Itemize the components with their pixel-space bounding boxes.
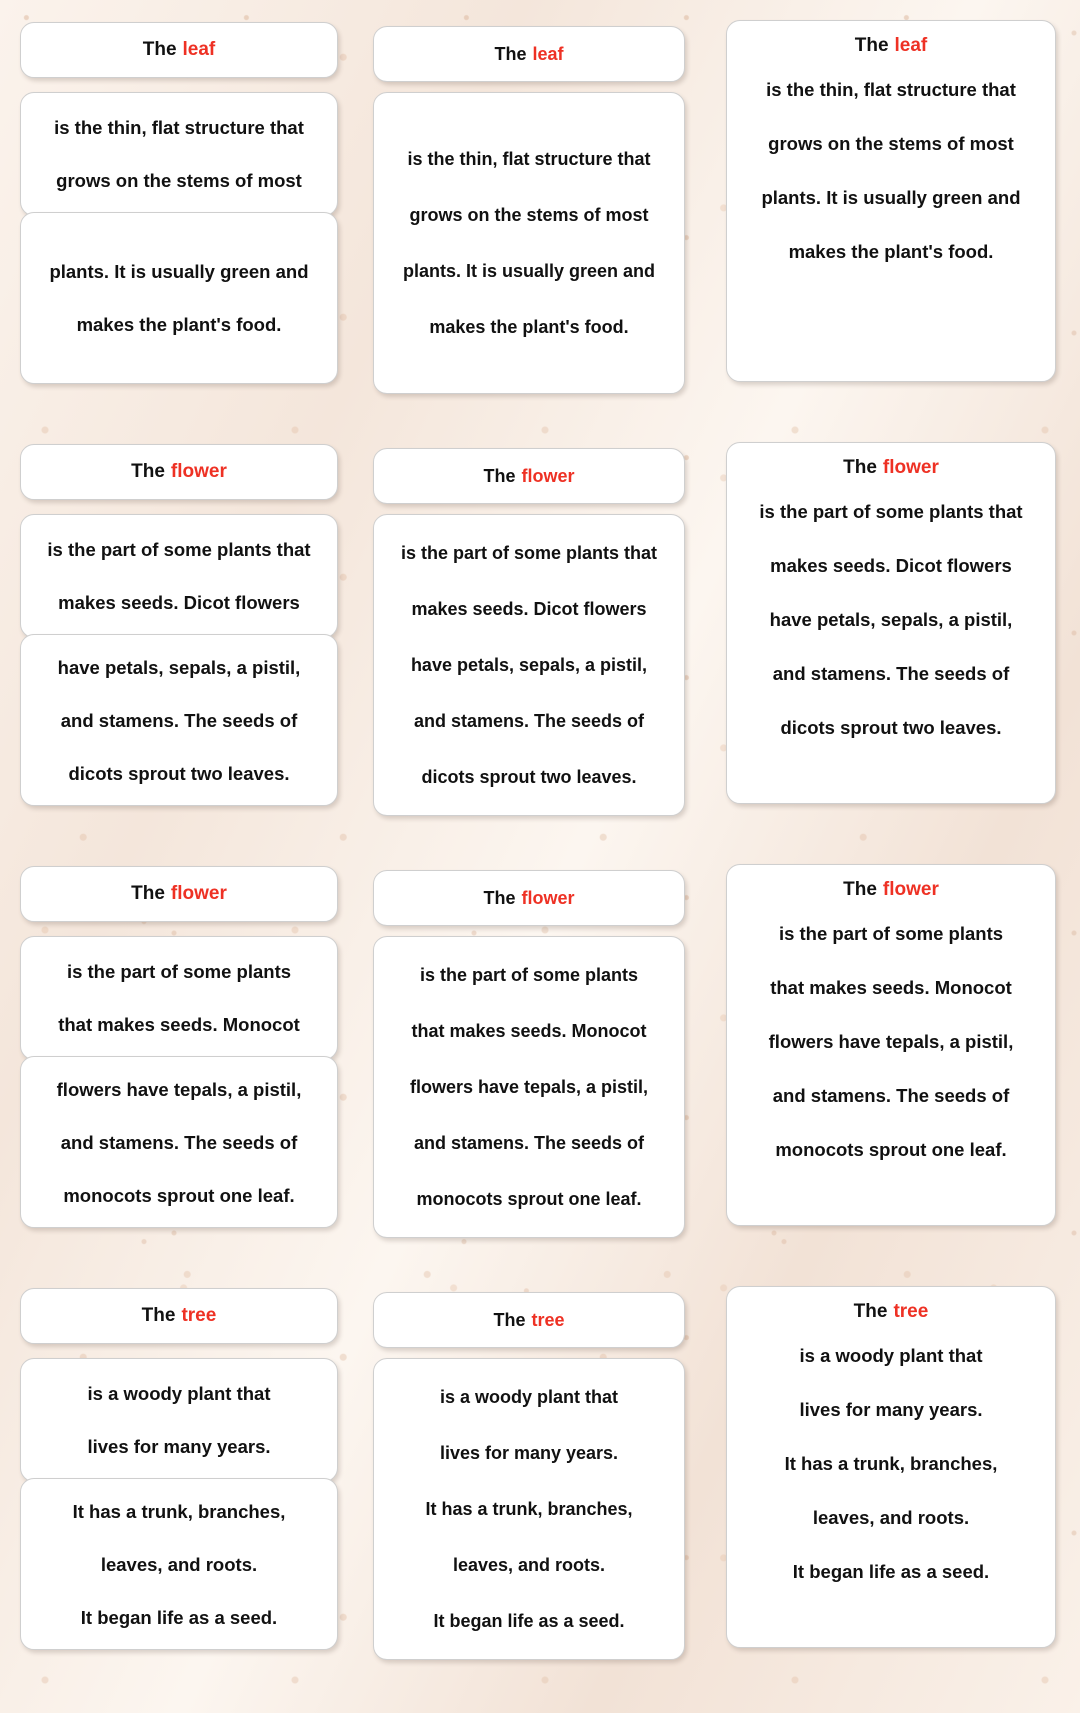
body-line: is the thin, flat structure that bbox=[54, 117, 304, 138]
body-line: makes the plant's food. bbox=[76, 314, 282, 335]
card-panel bbox=[726, 20, 1056, 382]
title-prefix: The bbox=[142, 39, 177, 60]
card-body bbox=[739, 907, 1043, 1177]
body-line: flowers have tepals, a pistil, bbox=[409, 1077, 649, 1097]
body-line: leaves, and roots. bbox=[100, 1553, 258, 1575]
card-body-panel bbox=[373, 92, 685, 394]
card-title bbox=[21, 1289, 337, 1343]
card-title bbox=[739, 879, 1043, 901]
card-body-panel bbox=[373, 936, 685, 1238]
title-prefix: The bbox=[141, 1305, 176, 1326]
title-prefix: The bbox=[494, 43, 527, 64]
card-panel bbox=[726, 1286, 1056, 1648]
card-body-panel-bottom bbox=[20, 1478, 338, 1650]
flashcard-leaf-variant-a bbox=[12, 14, 367, 436]
flashcard-flower-monocot-variant-a bbox=[12, 858, 367, 1280]
card-title-panel bbox=[373, 26, 685, 82]
card-title bbox=[374, 27, 684, 81]
card-title-panel bbox=[373, 448, 685, 504]
title-prefix: The bbox=[131, 461, 165, 482]
body-line: that makes seeds. Monocot bbox=[58, 1014, 300, 1035]
body-line: grows on the stems of most bbox=[56, 170, 302, 191]
card-title-panel bbox=[373, 870, 685, 926]
body-line: monocots sprout one leaf. bbox=[775, 1139, 1007, 1160]
card-title bbox=[739, 457, 1043, 479]
body-line: and stamens. The seeds of bbox=[60, 709, 298, 731]
body-line: and stamens. The seeds of bbox=[772, 663, 1010, 684]
title-term: leaf bbox=[182, 39, 216, 60]
body-line: lives for many years. bbox=[799, 1399, 983, 1420]
body-line: and stamens. The seeds of bbox=[413, 711, 645, 731]
title-term: flower bbox=[882, 879, 939, 900]
body-line: leaves, and roots. bbox=[452, 1555, 606, 1575]
body-line: It began life as a seed. bbox=[80, 1606, 278, 1628]
title-prefix: The bbox=[483, 887, 516, 908]
body-line: lives for many years. bbox=[439, 1443, 619, 1463]
card-title bbox=[374, 1293, 684, 1347]
flashcard-flower-monocot-variant-c bbox=[722, 858, 1080, 1280]
card-body-panel-bottom bbox=[20, 212, 338, 384]
body-line: is the part of some plants that bbox=[400, 543, 658, 563]
flashcard-tree-variant-b bbox=[367, 1280, 722, 1705]
body-line: is the thin, flat structure that bbox=[766, 79, 1016, 100]
card-body bbox=[374, 937, 684, 1237]
body-line: have petals, sepals, a pistil, bbox=[410, 655, 648, 675]
flashcard-tree-variant-c bbox=[722, 1280, 1080, 1705]
card-body-top bbox=[21, 515, 337, 637]
body-line: dicots sprout two leaves. bbox=[421, 767, 637, 787]
card-body-panel-top bbox=[20, 1358, 338, 1482]
body-line: that makes seeds. Monocot bbox=[770, 977, 1012, 998]
body-line: monocots sprout one leaf. bbox=[63, 1184, 295, 1206]
body-line: is the part of some plants that bbox=[759, 501, 1023, 522]
body-line: have petals, sepals, a pistil, bbox=[769, 609, 1013, 630]
body-line: makes seeds. Dicot flowers bbox=[58, 592, 300, 613]
card-title-panel bbox=[20, 444, 338, 500]
title-term: leaf bbox=[532, 43, 564, 64]
title-prefix: The bbox=[493, 1309, 526, 1330]
title-prefix: The bbox=[843, 879, 877, 900]
card-body bbox=[739, 63, 1043, 279]
body-line: and stamens. The seeds of bbox=[60, 1131, 298, 1153]
body-line: is a woody plant that bbox=[799, 1345, 983, 1366]
body-line: is a woody plant that bbox=[87, 1383, 271, 1404]
card-body-bottom bbox=[21, 1479, 337, 1649]
card-title-panel bbox=[373, 1292, 685, 1348]
card-body-panel bbox=[373, 1358, 685, 1660]
card-panel bbox=[726, 864, 1056, 1226]
body-line: have petals, sepals, a pistil, bbox=[57, 656, 301, 678]
body-line: lives for many years. bbox=[87, 1436, 271, 1457]
body-line: makes seeds. Dicot flowers bbox=[411, 599, 647, 619]
body-line: plants. It is usually green and bbox=[49, 261, 309, 282]
card-title bbox=[21, 445, 337, 499]
title-term: leaf bbox=[894, 35, 928, 56]
flashcard-flower-dicot-variant-a bbox=[12, 436, 367, 858]
title-term: flower bbox=[521, 887, 575, 908]
body-line: dicots sprout two leaves. bbox=[780, 717, 1002, 738]
card-body-bottom bbox=[21, 635, 337, 805]
body-line: is the part of some plants bbox=[66, 961, 292, 982]
title-term: flower bbox=[170, 883, 227, 904]
body-line: that makes seeds. Monocot bbox=[411, 1021, 647, 1041]
card-body-bottom bbox=[21, 213, 337, 383]
card-body-top bbox=[21, 1359, 337, 1481]
card-title-panel bbox=[20, 1288, 338, 1344]
card-title-panel bbox=[20, 22, 338, 78]
body-line: makes the plant's food. bbox=[788, 241, 994, 262]
card-title bbox=[739, 1301, 1043, 1323]
card-body bbox=[739, 485, 1043, 755]
body-line: It has a trunk, branches, bbox=[72, 1500, 286, 1522]
body-line: It has a trunk, branches, bbox=[784, 1453, 998, 1474]
title-prefix: The bbox=[483, 465, 516, 486]
card-body bbox=[374, 93, 684, 393]
title-prefix: The bbox=[131, 883, 165, 904]
card-title bbox=[374, 449, 684, 503]
card-body bbox=[374, 1359, 684, 1659]
card-body-panel-top bbox=[20, 936, 338, 1060]
card-body-panel-bottom bbox=[20, 634, 338, 806]
card-title bbox=[739, 35, 1043, 57]
title-term: tree bbox=[181, 1305, 217, 1326]
flashcard-flower-dicot-variant-b bbox=[367, 436, 722, 858]
flashcard-leaf-variant-b bbox=[367, 14, 722, 436]
body-line: is the part of some plants bbox=[419, 965, 639, 985]
title-term: flower bbox=[170, 461, 227, 482]
body-line: and stamens. The seeds of bbox=[413, 1133, 645, 1153]
card-body-top bbox=[21, 937, 337, 1059]
body-line: is the part of some plants that bbox=[47, 539, 311, 560]
title-prefix: The bbox=[854, 35, 889, 56]
flashcard-flower-dicot-variant-c bbox=[722, 436, 1080, 858]
card-body bbox=[374, 515, 684, 815]
card-body-panel-top bbox=[20, 92, 338, 216]
card-title bbox=[21, 867, 337, 921]
body-line: plants. It is usually green and bbox=[761, 187, 1021, 208]
card-body-panel-bottom bbox=[20, 1056, 338, 1228]
flashcard-leaf-variant-c bbox=[722, 14, 1080, 436]
body-line: grows on the stems of most bbox=[768, 133, 1014, 154]
flashcard-flower-monocot-variant-b bbox=[367, 858, 722, 1280]
body-line: makes the plant's food. bbox=[429, 317, 629, 337]
body-line: flowers have tepals, a pistil, bbox=[56, 1078, 302, 1100]
card-body bbox=[739, 1329, 1043, 1599]
card-body-top bbox=[21, 93, 337, 215]
card-panel bbox=[726, 442, 1056, 804]
card-body-panel bbox=[373, 514, 685, 816]
body-line: is the part of some plants bbox=[778, 923, 1004, 944]
body-line: monocots sprout one leaf. bbox=[416, 1189, 642, 1209]
card-body-bottom bbox=[21, 1057, 337, 1227]
title-term: flower bbox=[521, 465, 575, 486]
title-prefix: The bbox=[853, 1301, 888, 1322]
card-title bbox=[374, 871, 684, 925]
title-prefix: The bbox=[843, 457, 877, 478]
body-line: dicots sprout two leaves. bbox=[68, 762, 290, 784]
body-line: and stamens. The seeds of bbox=[772, 1085, 1010, 1106]
card-title-panel bbox=[20, 866, 338, 922]
body-line: grows on the stems of most bbox=[409, 205, 649, 225]
body-line: It began life as a seed. bbox=[433, 1611, 625, 1631]
body-line: is the thin, flat structure that bbox=[407, 149, 651, 169]
body-line: leaves, and roots. bbox=[812, 1507, 970, 1528]
body-line: It has a trunk, branches, bbox=[425, 1499, 633, 1519]
body-line: plants. It is usually green and bbox=[402, 261, 656, 281]
title-term: tree bbox=[531, 1309, 565, 1330]
title-term: flower bbox=[882, 457, 939, 478]
body-line: makes seeds. Dicot flowers bbox=[770, 555, 1012, 576]
card-body-panel-top bbox=[20, 514, 338, 638]
card-title bbox=[21, 23, 337, 77]
flashcard-grid bbox=[12, 14, 1068, 1705]
body-line: It began life as a seed. bbox=[792, 1561, 990, 1582]
flashcard-tree-variant-a bbox=[12, 1280, 367, 1705]
body-line: is a woody plant that bbox=[439, 1387, 618, 1407]
body-line: flowers have tepals, a pistil, bbox=[768, 1031, 1014, 1052]
title-term: tree bbox=[893, 1301, 929, 1322]
